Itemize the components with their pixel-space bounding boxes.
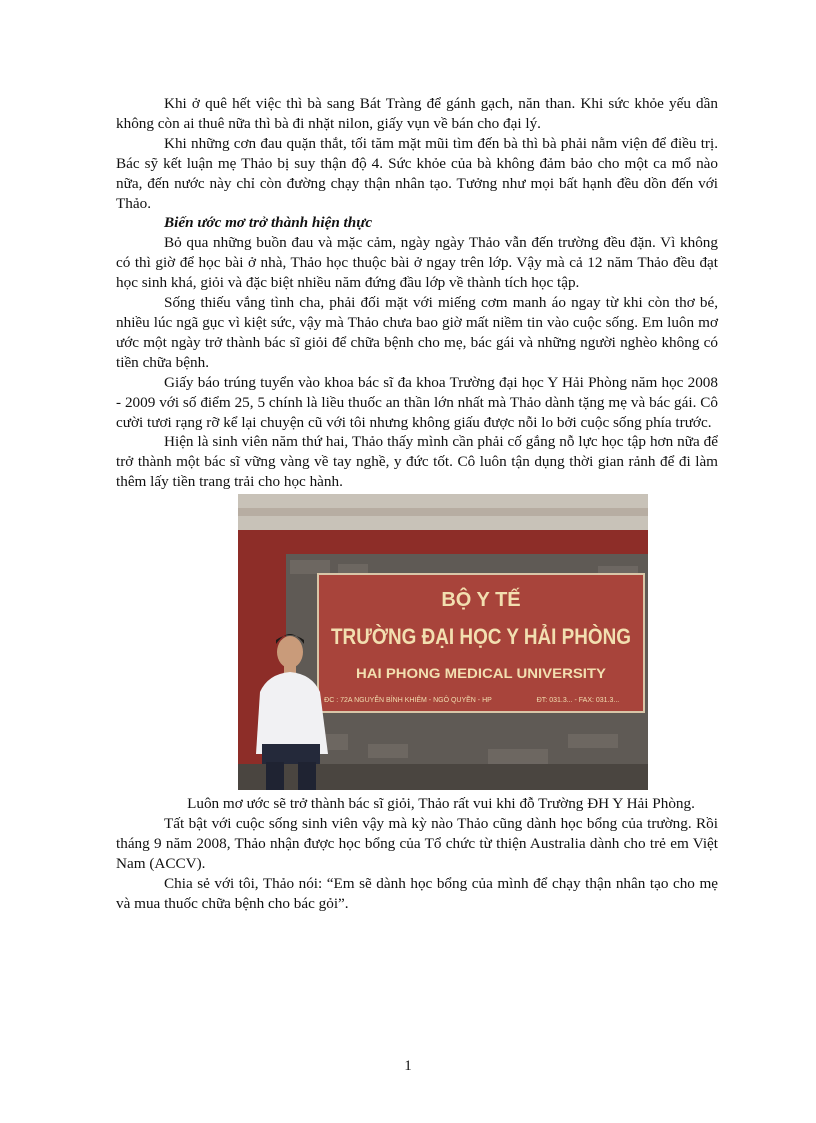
university-photo <box>238 494 648 790</box>
section-heading: Biến ước mơ trở thành hiện thực <box>164 214 373 232</box>
paragraph-2: Khi những cơn đau quặn thắt, tối tăm mặt mũi tìm đến bà thì bà phải nằm viện để điều trị. Bác sỹ kết luận mẹ Thảo bị suy thận độ 4. Sức khỏe của bà không đảm bảo cho một ca mổ nào nữa, đến nước này chỉ còn đường chạy thận nhân tạo. Tưởng như mọi bất hạnh đều dồn đến với Thảo. <box>116 134 718 212</box>
sign-line-1: BỘ Y TẾ <box>441 589 521 612</box>
paragraph-4: Sống thiếu vắng tình cha, phải đối mặt với miếng cơm manh áo ngay từ khi còn thơ bé, nhiều lúc ngã gục vì kiệt sức, vậy mà Thảo chưa bao giờ mất niềm tin vào cuộc sống. Em luôn mơ ước một ngày trở thành bác sĩ giỏi để chữa bệnh cho mẹ, bác gái và những người nghèo không có tiền chữa bệnh. <box>116 294 718 371</box>
paragraph-1: Khi ở quê hết việc thì bà sang Bát Tràng để gánh gạch, năn than. Khi sức khỏe yếu dần không còn ai thuê nữa thì bà đi nhặt nilon, giấy vụn về bán cho đại lý. <box>116 95 718 132</box>
paragraph-6: Hiện là sinh viên năm thứ hai, Thảo thấy mình cần phải cố gắng nỗ lực học tập hơn nữa để trở thành một bác sĩ vững vàng về tay nghề, y đức tốt. Cô luôn tận dụng thời gian rảnh để đi làm thêm lấy tiền trang trải cho học hành. <box>116 433 718 491</box>
sign-line-2: TRƯỜNG ĐẠI HỌC Y HẢI PHÒNG <box>331 624 631 650</box>
paragraph-7: Tất bật với cuộc sống sinh viên vậy mà kỳ nào Thảo cũng dành học bổng của trường. Rồi tháng 9 năm 2008, Thảo nhận được học bổng của Tổ chức từ thiện Australia dành cho trẻ em Việt Nam (ACCV). <box>116 815 718 872</box>
sign-line-5: ĐT: 031.3... - FAX: 031.3... <box>536 697 620 705</box>
sign-line-3: HAI PHONG MEDICAL UNIVERSITY <box>356 665 607 682</box>
paragraph-5: Giấy báo trúng tuyển vào khoa bác sĩ đa khoa Trường đại học Y Hải Phòng năm học 2008 - 2009 với số điểm 25, 5 chính là liều thuốc an thần lớn nhất mà Thảo dành tặng mẹ và bác gái. Cô cười tươi rạng rỡ kể lại chuyện cũ với tôi nhưng không giấu được nỗi lo bởi cuộc sống phía trước. <box>116 373 718 431</box>
sign-line-4: ĐC : 72A NGUYỄN BỈNH KHIÊM - NGÔ QUYỀN - HP <box>324 697 492 705</box>
document-body <box>116 94 718 914</box>
paragraph-8: Chia sẻ với tôi, Thảo nói: “Em sẽ dành học bổng của mình để chạy thận nhân tạo cho mẹ và mua thuốc chữa bệnh cho bác gỏi”. <box>116 874 718 912</box>
building-ledge <box>238 508 648 516</box>
photo-caption: Luôn mơ ước sẽ trở thành bác sĩ giỏi, Thảo rất vui khi đỗ Trường ĐH Y Hải Phòng. <box>187 795 695 813</box>
photo-illustration <box>238 494 648 790</box>
page-number: 1 <box>404 1058 412 1074</box>
paragraph-3: Bỏ qua những buồn đau và mặc cảm, ngày ngày Thảo vẫn đến trường đều đặn. Vì không có thì giờ để học bài ở nhà, Thảo học thuộc bài ở ngay trên lớp. Vậy mà cả 12 năm Thảo đều đạt học sinh khá, giỏi và đặc biệt nhiều năm đứng đầu lớp về thành tích học tập. <box>116 234 718 292</box>
